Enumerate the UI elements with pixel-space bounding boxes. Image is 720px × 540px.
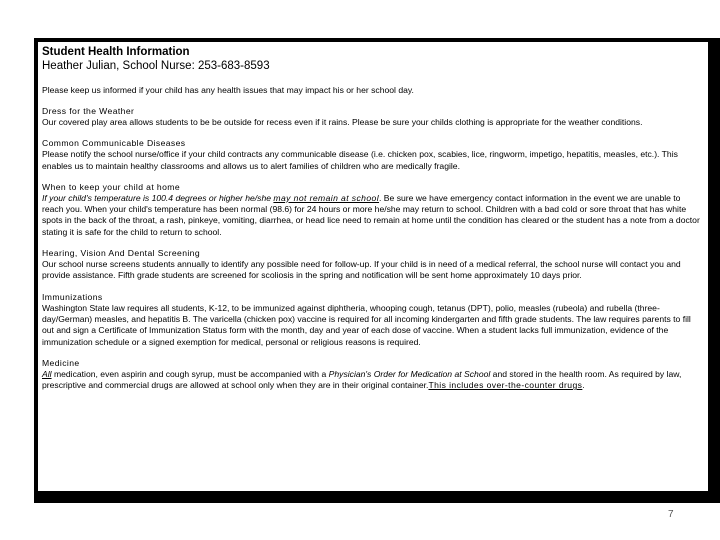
section-body: Our covered play area allows students to be be outside for recess even if it rains. Please be sure your childs clothing is appropriate for the weather conditions. bbox=[42, 117, 643, 127]
medicine-text-end: . bbox=[582, 380, 585, 391]
section-body: Please notify the school nurse/office if your child contracts any communicable disease (i.e. chicken pox, scabies, lice, ringworm, impetigo, hepatitis, measles, etc.). This enables us to maintain healthy classrooms and allows us to alert families of children who are medically fragile. bbox=[42, 149, 678, 171]
section-communicable-diseases bbox=[42, 138, 702, 172]
physician-order-form-name: Physician's Order for Medication at School bbox=[328, 368, 491, 379]
section-title: When to keep your child at home bbox=[42, 181, 181, 192]
section-title: Hearing, Vision And Dental Screening bbox=[42, 248, 201, 259]
section-screening bbox=[42, 248, 702, 282]
page-title: Student Health Information bbox=[42, 46, 190, 58]
section-title: Medicine bbox=[42, 357, 80, 368]
section-keep-home bbox=[42, 182, 702, 238]
section-title: Dress for the Weather bbox=[42, 106, 135, 116]
temperature-rule-emphasis: may not remain at school bbox=[273, 192, 380, 203]
temperature-rule: If your child's temperature is 100.4 degrees or higher he/she bbox=[42, 192, 274, 203]
nurse-contact: Heather Julian, School Nurse: 253-683-8593 bbox=[42, 60, 270, 72]
keep-home-details: . Be sure we have emergency contact information in the event we are unable to reach you. When your child's temperature has been normal (98.6) for 24 hours or more he/she may return to school. Children with a bad cold or sore throat that has white spots in the back of the throat, a rash, pinkeye, vomiting, diarrhea, or head lice need to remain at home until the condition has cleared or the student has a note from a doctor stating it is safe for the child to return to school. bbox=[42, 192, 700, 237]
section-body bbox=[42, 369, 702, 392]
otc-note: This includes over-the-counter drugs bbox=[428, 380, 583, 391]
section-weather bbox=[42, 106, 702, 128]
section-body: Our school nurse screens students annually to identify any possible need for follow-up. If your child is in need of a medical referral, the school nurse will contact you and provide assistance. Fifth grade students are screened for scoliosis in the spring and notification will be sent home approximately 10 days prior. bbox=[42, 259, 681, 281]
page-number: 7 bbox=[668, 509, 674, 520]
section-medicine bbox=[42, 358, 702, 392]
section-title: Common Communicable Diseases bbox=[42, 138, 186, 149]
medicine-text-part1: medication, even aspirin and cough syrup, must be accompanied with a bbox=[51, 368, 329, 379]
section-title: Immunizations bbox=[42, 291, 103, 302]
intro-text: Please keep us informed if your child has any health issues that may impact his or her school day. bbox=[42, 85, 414, 95]
medicine-text-part2: and stored in the health room. As required by law, prescriptive and commercial drugs are allowed at school only when they are in their original container. bbox=[42, 368, 682, 391]
all-emphasis: All bbox=[42, 368, 52, 379]
section-immunizations bbox=[42, 292, 702, 348]
health-info-card bbox=[38, 42, 708, 491]
section-body: Washington State law requires all students, K-12, to be immunized against diphtheria, whooping cough, tetanus (DPT), polio, measles (rubeola) and rubella (three-day/German) measles, and hepatitis B. The varicella (chicken pox) vaccine is required for all incoming kindergarten and fifth grade students. The law requires parents to fill out and sign a Certificate of Immunization Status form with the month, day and year of each dose of vaccine. When a student lacks full immunization, evidence of the immunization schedule or a signed exemption for medical, personal or religious reasons is required. bbox=[42, 302, 691, 347]
section-body bbox=[42, 193, 702, 238]
